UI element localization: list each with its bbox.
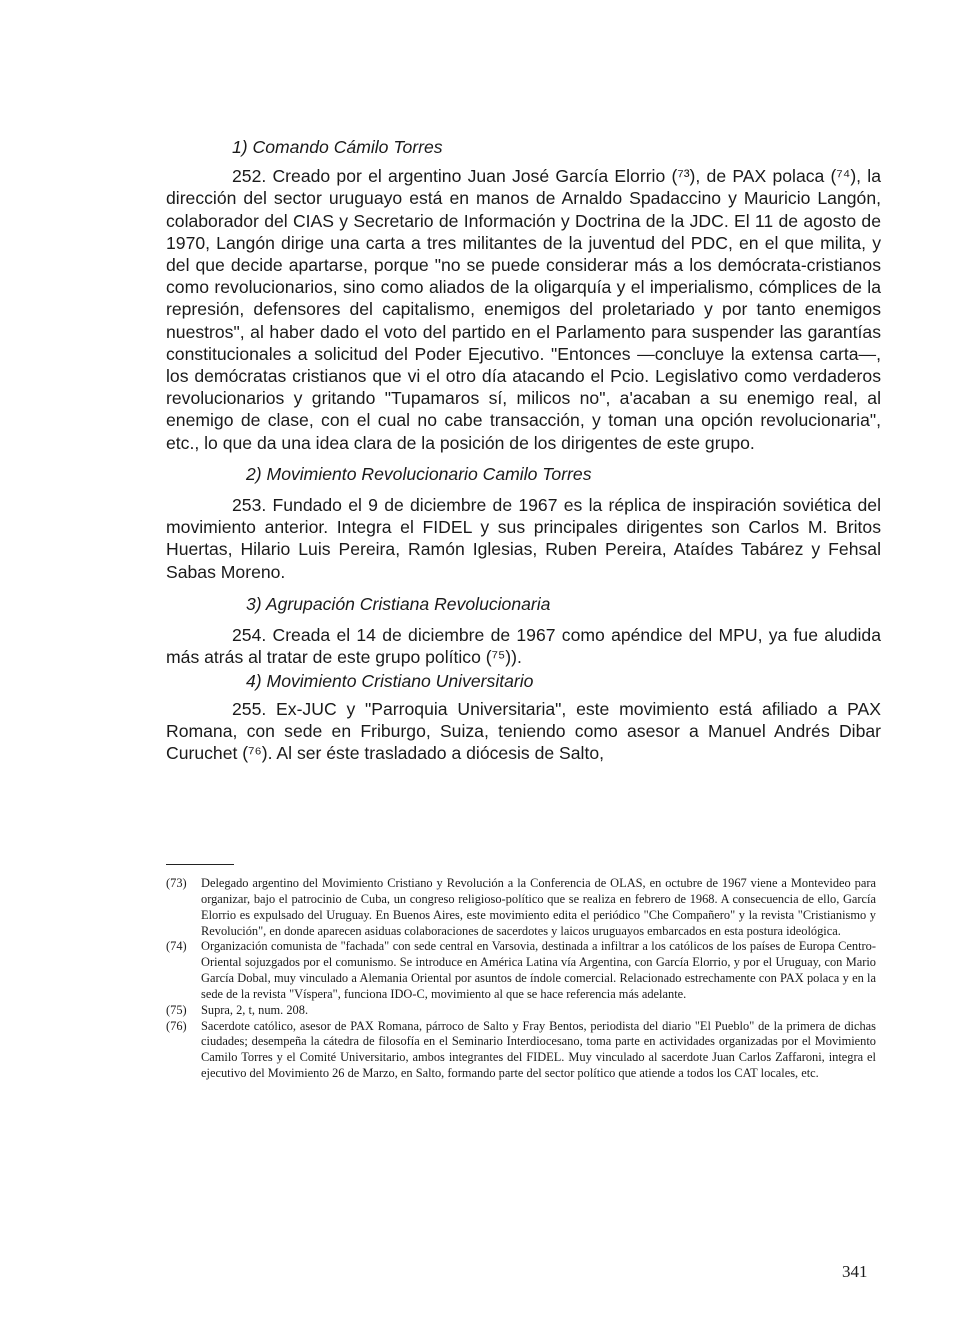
footnote	[166, 1003, 876, 1019]
footnote	[166, 939, 876, 1002]
paragraph-255: 255. Ex-JUC y "Parroquia Universitaria", este movimiento está afiliado a PAX Romana, con sede en Friburgo, Suiza, teniendo como asesor a Manuel Andrés Dibar Curuchet (⁷⁶). Al ser éste trasladado a diócesis de Salto,	[166, 698, 881, 764]
footnote	[166, 876, 876, 939]
footnote-number: (74)	[166, 939, 187, 954]
footnote	[166, 1019, 876, 1082]
paragraph-254: 254. Creada el 14 de diciembre de 1967 como apéndice del MPU, ya fue aludida más atrás al tratar de este grupo político (⁷⁵)).	[166, 625, 881, 668]
section-heading-2: 2) Movimiento Revolucionario Camilo Torres	[246, 463, 592, 484]
section-heading-4: 4) Movimiento Cristiano Universitario	[246, 671, 534, 692]
section-heading-1: 1) Comando Cámilo Torres	[232, 137, 443, 157]
footnote-text: Sacerdote católico, asesor de PAX Romana, párroco de Salto y Fray Bentos, periodista del diario "El Pueblo" de la primera de dichas ciudades; desempeña la cátedra de filosofía en el Seminario Interdiocesano, toma parte en actividades organizadas por el Movimiento Camilo Torres y el Comité Universitario, ambos integrantes del FIDEL. Muy vinculado al sacerdote Juan Carlos Zaffaroni, integra el ejecutivo del Movimiento 26 de Marzo, en Salto, formando parte del sector político que atiende a todos los CAT locales, etc.	[201, 1018, 876, 1081]
footnote-number: (73)	[166, 876, 187, 890]
footnotes	[166, 876, 876, 1082]
main-text	[166, 120, 881, 764]
footnote-number: (75)	[166, 1002, 187, 1017]
footnote-text: Supra, 2, t, num. 208.	[201, 1002, 309, 1017]
paragraph-252: 252. Creado por el argentino Juan José García Elorrio (⁷³), de PAX polaca (⁷⁴), la dirección del sector uruguayo está en manos de Arnaldo Spadaccino y Mauricio Langón, colaborador del CIAS y Secretario de Información y Doctrina de la JDC. El 11 de agosto de 1970, Langón dirige una carta a tres militantes de la juventud del PDC, en el que milita, y del que decide apartarse, porque "no se puede considerar más a los demócrata-cristianos como revolucionarios, sino como aliados de la oligarquía y el imperialismo, cómplices de la represión, defensores del capitalismo, enemigos del proletariado y por tanto enemigos nuestros", al haber dado el voto del partido en el Parlamento para suspender las garantías constitucionales a solicitud del Poder Ejecutivo. "Entonces —concluye la extensa carta—, los demócratas cristianos que vi el otro día atacando el Pcio. Legislativo como verdaderos revolucionarios y gritando "Tupamaros sí, milicos no", a'acaban a su enemigo real, al enemigo de clase, con el cual no cabe transacción, y toman una opción revolucionaria", etc., lo que da una idea clara de la posición de los dirigentes de este grupo.	[166, 166, 881, 453]
section-heading-3: 3) Agrupación Cristiana Revolucionaria	[246, 593, 551, 614]
paragraph-253: 253. Fundado el 9 de diciembre de 1967 es la réplica de inspiración soviética del movimiento anterior. Integra el FIDEL y sus principales dirigentes son Carlos M. Britos Huertas, Hilario Luis Pereira, Ramón Iglesias, Ruben Pereira, Ataídes Tabárez y Fehsal Sabas Moreno.	[166, 495, 881, 582]
footnote-text: Delegado argentino del Movimiento Cristiano y Revolución a la Conferencia de OLAS, en octubre de 1967 viene a Montevideo para organizar, bajo el patrocinio de Cuba, un congreso religioso-político que se realiza en febrero de 1968. A consecuencia de ello, García Elorrio es expulsado del Uruguay. En Buenos Aires, este movimiento edita el periódico "Che Compañero" y la revista "Cristianismo y Revolución", en donde aparecen asiduas colaboraciones de sacerdotes y laicos uruguayos embarcados en esta postura ideológica.	[201, 876, 876, 938]
footnote-divider	[166, 864, 234, 865]
footnote-text: Organización comunista de "fachada" con sede central en Varsovia, destinada a infiltrar a los católicos de los países de Europa Centro-Oriental sojuzgados por el comunismo. Se introduce en América Latina vía Argentina, con García Elorrio, y por el Uruguay, con Mario García Dobal, muy vinculado a Alemania Oriental por asuntos de índole comercial. Relacionado estrechamente con PAX polaca y en la sede de la revista "Víspera", funciona IDO-C, movimiento al que se hace referencia más adelante.	[201, 939, 876, 1001]
page-number: 341	[842, 1262, 868, 1281]
footnote-number: (76)	[166, 1018, 187, 1033]
